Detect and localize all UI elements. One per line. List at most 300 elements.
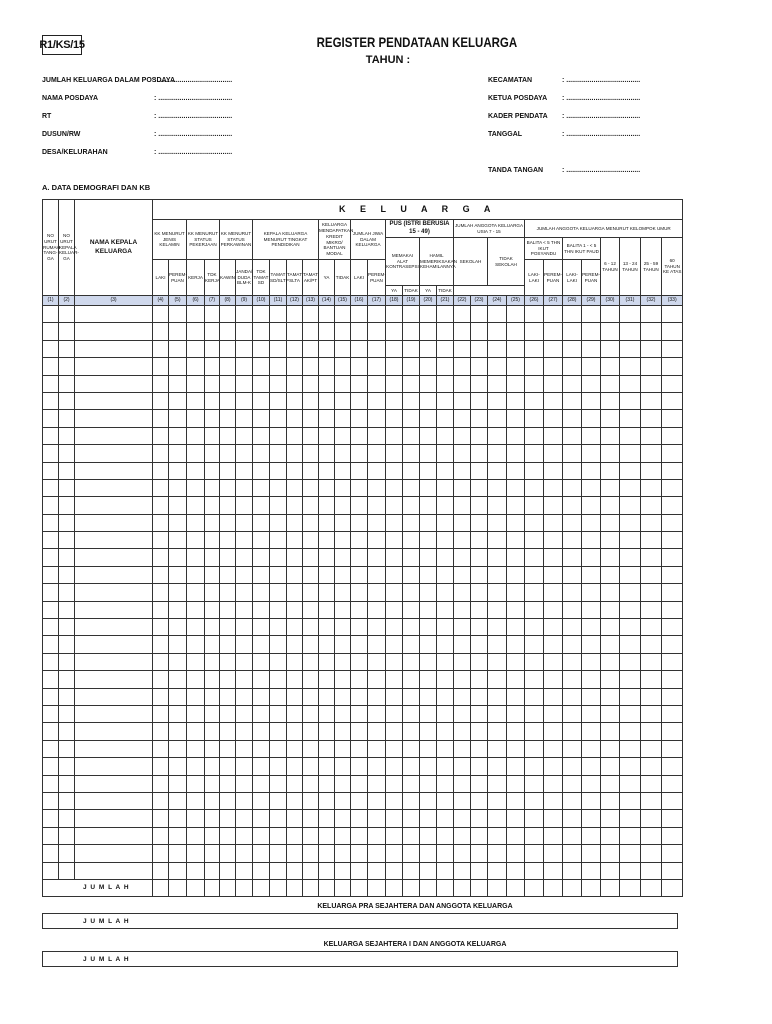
table-cell[interactable] [253,688,270,705]
table-cell[interactable] [454,392,471,409]
table-cell[interactable] [335,323,351,340]
table-cell[interactable] [582,497,601,514]
table-cell[interactable] [437,532,454,549]
table-cell[interactable] [525,619,544,636]
table-cell[interactable] [287,758,303,775]
table-cell[interactable] [488,323,507,340]
table-cell[interactable] [582,758,601,775]
table-cell[interactable] [368,358,386,375]
table-cell[interactable] [220,740,236,757]
table-cell[interactable] [319,306,335,323]
table-cell[interactable] [368,566,386,583]
table-cell[interactable] [420,862,437,879]
table-cell[interactable] [437,306,454,323]
table-cell[interactable] [601,497,620,514]
table-cell[interactable] [507,792,525,809]
table-cell[interactable] [525,497,544,514]
table-cell[interactable] [437,740,454,757]
table-cell[interactable] [601,723,620,740]
table-cell[interactable] [75,323,153,340]
table-cell[interactable] [507,723,525,740]
table-cell[interactable] [220,845,236,862]
table-cell[interactable] [43,497,59,514]
table-cell[interactable] [420,705,437,722]
table-cell[interactable] [59,792,75,809]
table-cell[interactable] [205,410,220,427]
table-cell[interactable] [153,653,169,670]
table-cell[interactable] [153,479,169,496]
table-cell[interactable] [641,514,662,531]
table-cell[interactable] [319,462,335,479]
table-cell[interactable] [563,845,582,862]
table-cell[interactable] [253,705,270,722]
table-cell[interactable] [287,705,303,722]
table-cell[interactable] [253,549,270,566]
table-cell[interactable] [303,410,319,427]
table-cell[interactable] [169,497,187,514]
table-cell[interactable] [403,532,420,549]
table-cell[interactable] [582,584,601,601]
table-cell[interactable] [620,532,641,549]
table-cell[interactable] [351,705,368,722]
table-cell[interactable] [662,462,683,479]
table-cell[interactable] [270,445,287,462]
table-cell[interactable] [59,723,75,740]
table-cell[interactable] [236,810,253,827]
table-cell[interactable] [253,758,270,775]
table-cell[interactable] [386,862,403,879]
table-cell[interactable] [75,601,153,618]
table-cell[interactable] [403,358,420,375]
table-cell[interactable] [454,340,471,357]
table-cell[interactable] [582,445,601,462]
table-cell[interactable] [582,375,601,392]
table-cell[interactable] [220,375,236,392]
table-cell[interactable] [351,340,368,357]
table-cell[interactable] [287,601,303,618]
table-cell[interactable] [563,427,582,444]
table-cell[interactable] [75,653,153,670]
table-cell[interactable] [351,827,368,844]
table-cell[interactable] [287,775,303,792]
table-cell[interactable] [488,653,507,670]
table-cell[interactable] [386,740,403,757]
table-cell[interactable] [563,306,582,323]
table-cell[interactable] [454,688,471,705]
table-cell[interactable] [601,566,620,583]
table-cell[interactable] [525,479,544,496]
table-cell[interactable] [437,619,454,636]
field-blank[interactable]: : ...................................... [154,113,233,120]
table-cell[interactable] [220,479,236,496]
table-cell[interactable] [454,758,471,775]
table-cell[interactable] [220,636,236,653]
table-cell[interactable] [471,445,488,462]
table-cell[interactable] [368,479,386,496]
table-cell[interactable] [335,358,351,375]
table-cell[interactable] [641,653,662,670]
table-cell[interactable] [582,775,601,792]
table-cell[interactable] [386,566,403,583]
table-cell[interactable] [386,827,403,844]
table-cell[interactable] [507,775,525,792]
table-cell[interactable] [236,723,253,740]
table-cell[interactable] [488,340,507,357]
table-cell[interactable] [582,619,601,636]
table-cell[interactable] [187,810,205,827]
table-cell[interactable] [270,792,287,809]
table-cell[interactable] [205,566,220,583]
table-cell[interactable] [236,862,253,879]
field-blank[interactable]: : ...................................... [562,167,641,174]
table-cell[interactable] [43,375,59,392]
table-cell[interactable] [319,375,335,392]
table-cell[interactable] [403,775,420,792]
table-cell[interactable] [507,375,525,392]
table-cell[interactable] [368,445,386,462]
table-cell[interactable] [507,671,525,688]
table-cell[interactable] [437,758,454,775]
table-cell[interactable] [641,358,662,375]
table-cell[interactable] [544,775,563,792]
table-cell[interactable] [420,566,437,583]
field-blank[interactable]: : ...................................... [562,113,641,120]
table-cell[interactable] [75,549,153,566]
table-cell[interactable] [43,671,59,688]
table-cell[interactable] [220,671,236,688]
table-cell[interactable] [437,566,454,583]
table-cell[interactable] [544,566,563,583]
table-cell[interactable] [386,514,403,531]
table-cell[interactable] [525,427,544,444]
table-cell[interactable] [253,497,270,514]
table-cell[interactable] [169,340,187,357]
table-cell[interactable] [544,340,563,357]
table-cell[interactable] [525,775,544,792]
table-cell[interactable] [437,584,454,601]
table-cell[interactable] [420,358,437,375]
table-cell[interactable] [403,566,420,583]
table-cell[interactable] [420,479,437,496]
table-cell[interactable] [544,636,563,653]
table-cell[interactable] [75,514,153,531]
table-cell[interactable] [187,775,205,792]
total-cell[interactable] [403,879,420,896]
table-cell[interactable] [187,653,205,670]
table-cell[interactable] [236,705,253,722]
table-cell[interactable] [75,671,153,688]
table-cell[interactable] [303,619,319,636]
table-cell[interactable] [59,410,75,427]
table-cell[interactable] [236,410,253,427]
table-cell[interactable] [525,306,544,323]
table-cell[interactable] [59,653,75,670]
table-cell[interactable] [662,323,683,340]
table-cell[interactable] [205,758,220,775]
table-cell[interactable] [601,479,620,496]
table-cell[interactable] [420,532,437,549]
table-cell[interactable] [437,775,454,792]
table-cell[interactable] [220,653,236,670]
table-cell[interactable] [270,827,287,844]
table-cell[interactable] [335,723,351,740]
table-cell[interactable] [620,619,641,636]
table-cell[interactable] [471,532,488,549]
table-cell[interactable] [253,306,270,323]
table-cell[interactable] [641,671,662,688]
table-cell[interactable] [43,810,59,827]
table-cell[interactable] [335,479,351,496]
table-cell[interactable] [43,410,59,427]
table-cell[interactable] [253,827,270,844]
table-cell[interactable] [620,601,641,618]
table-cell[interactable] [169,584,187,601]
table-cell[interactable] [287,619,303,636]
table-cell[interactable] [59,427,75,444]
table-cell[interactable] [319,688,335,705]
table-cell[interactable] [59,462,75,479]
table-cell[interactable] [236,619,253,636]
table-cell[interactable] [662,340,683,357]
table-cell[interactable] [303,479,319,496]
table-cell[interactable] [437,723,454,740]
table-cell[interactable] [601,740,620,757]
table-cell[interactable] [507,427,525,444]
table-cell[interactable] [335,810,351,827]
table-cell[interactable] [403,445,420,462]
table-cell[interactable] [403,410,420,427]
table-cell[interactable] [75,410,153,427]
table-cell[interactable] [563,375,582,392]
table-cell[interactable] [420,792,437,809]
table-cell[interactable] [169,375,187,392]
table-cell[interactable] [471,810,488,827]
table-cell[interactable] [620,340,641,357]
table-cell[interactable] [319,601,335,618]
table-cell[interactable] [662,688,683,705]
table-cell[interactable] [287,340,303,357]
table-cell[interactable] [544,601,563,618]
table-cell[interactable] [488,636,507,653]
table-cell[interactable] [169,410,187,427]
table-cell[interactable] [488,549,507,566]
table-cell[interactable] [544,584,563,601]
table-cell[interactable] [368,375,386,392]
table-cell[interactable] [270,323,287,340]
table-cell[interactable] [641,845,662,862]
table-cell[interactable] [641,810,662,827]
table-cell[interactable] [582,340,601,357]
table-cell[interactable] [319,705,335,722]
table-cell[interactable] [437,323,454,340]
table-cell[interactable] [153,410,169,427]
total-cell[interactable] [287,879,303,896]
table-cell[interactable] [220,862,236,879]
table-cell[interactable] [544,862,563,879]
table-cell[interactable] [43,358,59,375]
table-cell[interactable] [582,532,601,549]
total-cell[interactable] [454,879,471,896]
table-cell[interactable] [319,497,335,514]
table-cell[interactable] [187,566,205,583]
table-cell[interactable] [205,845,220,862]
table-cell[interactable] [303,445,319,462]
table-cell[interactable] [351,792,368,809]
total-cell[interactable] [351,879,368,896]
table-cell[interactable] [43,323,59,340]
table-cell[interactable] [620,653,641,670]
table-cell[interactable] [420,775,437,792]
table-cell[interactable] [601,358,620,375]
table-cell[interactable] [471,323,488,340]
table-cell[interactable] [386,410,403,427]
table-cell[interactable] [205,340,220,357]
table-cell[interactable] [153,306,169,323]
table-cell[interactable] [287,532,303,549]
table-cell[interactable] [662,845,683,862]
table-cell[interactable] [187,619,205,636]
table-cell[interactable] [662,445,683,462]
table-cell[interactable] [236,532,253,549]
table-cell[interactable] [563,358,582,375]
table-cell[interactable] [153,549,169,566]
table-cell[interactable] [454,601,471,618]
table-cell[interactable] [563,688,582,705]
table-cell[interactable] [287,549,303,566]
table-cell[interactable] [75,497,153,514]
table-cell[interactable] [75,758,153,775]
table-cell[interactable] [319,740,335,757]
table-cell[interactable] [75,740,153,757]
table-cell[interactable] [386,584,403,601]
table-cell[interactable] [75,427,153,444]
table-cell[interactable] [236,845,253,862]
table-cell[interactable] [335,758,351,775]
table-cell[interactable] [153,740,169,757]
table-cell[interactable] [471,427,488,444]
table-cell[interactable] [187,723,205,740]
table-cell[interactable] [620,479,641,496]
table-cell[interactable] [270,653,287,670]
table-cell[interactable] [253,532,270,549]
table-cell[interactable] [368,323,386,340]
table-cell[interactable] [437,827,454,844]
table-cell[interactable] [303,532,319,549]
table-cell[interactable] [319,792,335,809]
table-cell[interactable] [205,723,220,740]
table-cell[interactable] [169,636,187,653]
table-cell[interactable] [319,410,335,427]
table-cell[interactable] [488,810,507,827]
table-cell[interactable] [488,827,507,844]
table-cell[interactable] [236,445,253,462]
table-cell[interactable] [662,636,683,653]
table-cell[interactable] [471,497,488,514]
table-cell[interactable] [563,340,582,357]
table-cell[interactable] [335,705,351,722]
table-cell[interactable] [335,688,351,705]
table-cell[interactable] [544,392,563,409]
table-cell[interactable] [335,775,351,792]
table-cell[interactable] [563,740,582,757]
table-cell[interactable] [601,445,620,462]
table-cell[interactable] [75,810,153,827]
table-cell[interactable] [187,427,205,444]
table-cell[interactable] [641,549,662,566]
table-cell[interactable] [386,601,403,618]
table-cell[interactable] [236,340,253,357]
table-cell[interactable] [287,723,303,740]
table-cell[interactable] [220,427,236,444]
table-cell[interactable] [641,566,662,583]
table-cell[interactable] [525,566,544,583]
table-cell[interactable] [454,306,471,323]
table-cell[interactable] [507,340,525,357]
table-cell[interactable] [335,497,351,514]
table-cell[interactable] [169,845,187,862]
table-cell[interactable] [153,462,169,479]
table-cell[interactable] [641,375,662,392]
table-cell[interactable] [563,862,582,879]
table-cell[interactable] [563,723,582,740]
total-cell[interactable] [420,879,437,896]
total-cell[interactable] [507,879,525,896]
table-cell[interactable] [351,462,368,479]
table-cell[interactable] [507,306,525,323]
table-cell[interactable] [335,827,351,844]
table-cell[interactable] [582,688,601,705]
table-cell[interactable] [220,323,236,340]
table-cell[interactable] [403,479,420,496]
table-cell[interactable] [601,619,620,636]
table-cell[interactable] [403,601,420,618]
table-cell[interactable] [601,671,620,688]
table-cell[interactable] [525,584,544,601]
table-cell[interactable] [601,340,620,357]
table-cell[interactable] [601,532,620,549]
table-cell[interactable] [169,688,187,705]
table-cell[interactable] [471,462,488,479]
table-cell[interactable] [287,375,303,392]
table-cell[interactable] [236,827,253,844]
field-blank[interactable]: : ...................................... [154,95,233,102]
table-cell[interactable] [662,306,683,323]
table-cell[interactable] [488,358,507,375]
table-cell[interactable] [205,653,220,670]
table-cell[interactable] [187,392,205,409]
table-cell[interactable] [205,479,220,496]
table-cell[interactable] [525,636,544,653]
table-cell[interactable] [59,497,75,514]
table-cell[interactable] [601,636,620,653]
table-cell[interactable] [454,705,471,722]
table-cell[interactable] [43,392,59,409]
table-cell[interactable] [59,566,75,583]
table-cell[interactable] [403,758,420,775]
table-cell[interactable] [153,340,169,357]
table-cell[interactable] [620,375,641,392]
total-cell[interactable] [563,879,582,896]
table-cell[interactable] [319,584,335,601]
table-cell[interactable] [507,549,525,566]
table-cell[interactable] [507,410,525,427]
table-cell[interactable] [351,514,368,531]
table-cell[interactable] [220,306,236,323]
table-cell[interactable] [563,479,582,496]
table-cell[interactable] [582,306,601,323]
table-cell[interactable] [544,810,563,827]
table-cell[interactable] [403,619,420,636]
